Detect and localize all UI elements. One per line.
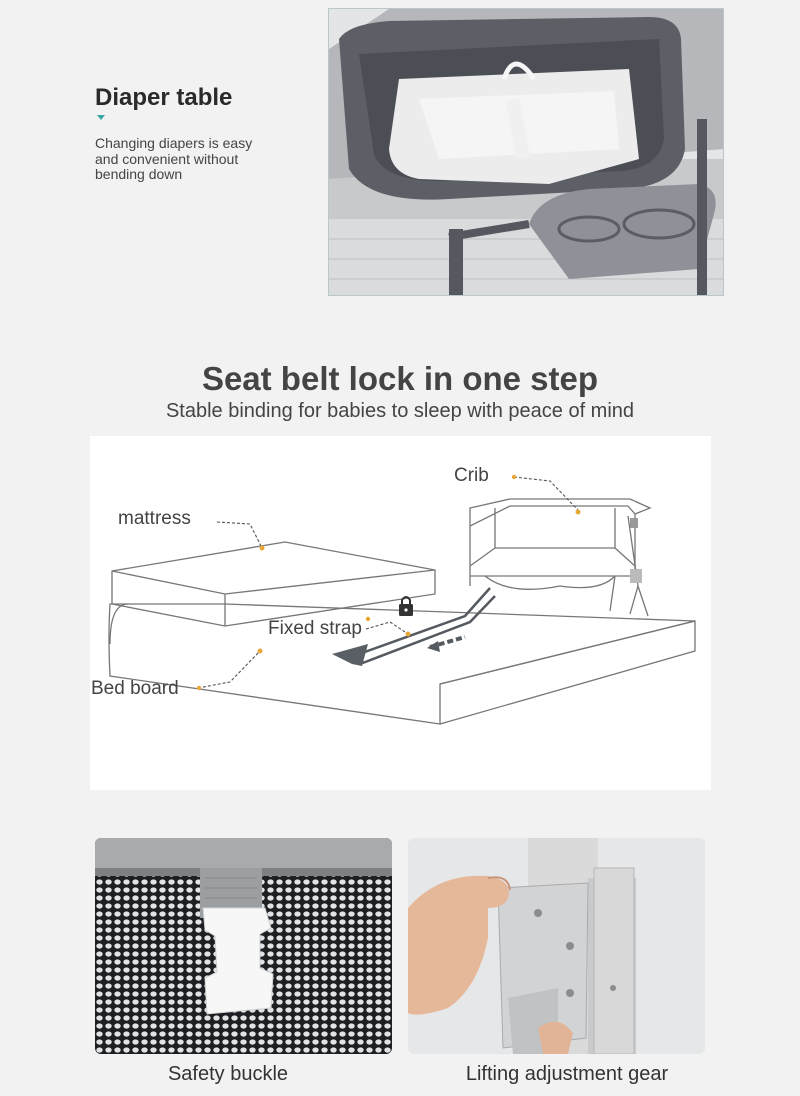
lock-icon xyxy=(399,597,413,616)
caret-down-icon xyxy=(97,115,105,120)
diaper-table-photo xyxy=(328,8,724,296)
safety-buckle-photo xyxy=(95,838,392,1054)
seat-belt-title: Seat belt lock in one step xyxy=(201,360,599,397)
diaper-table-title: Diaper table xyxy=(95,84,233,111)
mattress-label: mattress xyxy=(118,508,191,529)
fixed-strap-label: Fixed strap xyxy=(268,618,362,639)
bed-diagram xyxy=(90,436,711,790)
bed-board-label: Bed board xyxy=(91,678,179,699)
crib-label: Crib xyxy=(454,465,489,486)
safety-buckle-caption: Safety buckle xyxy=(167,1063,289,1085)
lifting-gear-caption: Lifting adjustment gear xyxy=(465,1063,669,1085)
diaper-table-description: Changing diapers is easy and convenient without bending down xyxy=(95,135,253,182)
lifting-gear-photo xyxy=(408,838,705,1054)
seat-belt-subtitle: Stable binding for babies to sleep with peace of mind xyxy=(165,400,635,422)
